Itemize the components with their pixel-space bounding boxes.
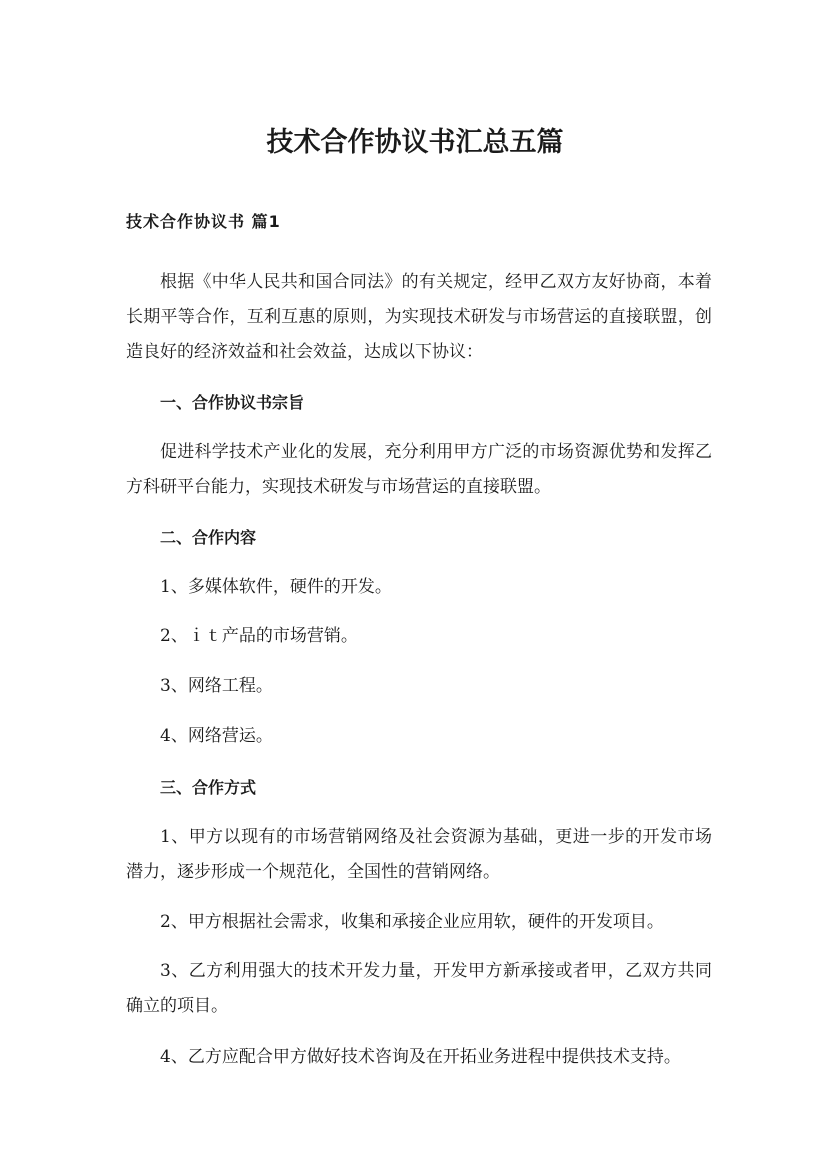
method-item: 1、甲方以现有的市场营销网络及社会资源为基础，更进一步的开发市场潜力，逐步形成一个规范化，全国性的营销网络。 — [126, 827, 712, 882]
method-heading: 三、合作方式 — [160, 778, 257, 797]
method-item: 4、乙方应配合甲方做好技术咨询及在开拓业务进程中提供技术支持。 — [160, 1047, 681, 1067]
purpose-heading: 一、合作协议书宗旨 — [160, 393, 305, 412]
intro-paragraph: 根据《中华人民共和国合同法》的有关规定，经甲乙双方友好协商，本着长期平等合作，互利互惠的原则，为实现技术研发与市场营运的直接联盟，创造良好的经济效益和社会效益，达成以下协议： — [126, 272, 712, 362]
section-title: 技术合作协议书 篇1 — [126, 212, 281, 231]
method-item: 3、乙方利用强大的技术开发力量，开发甲方新承接或者甲，乙双方共同确立的项目。 — [126, 961, 712, 1016]
method-item: 2、甲方根据社会需求，收集和承接企业应用软，硬件的开发项目。 — [160, 912, 664, 932]
content-item: 4、网络营运。 — [160, 726, 273, 746]
content-heading: 二、合作内容 — [160, 528, 257, 547]
content-item: 1、多媒体软件，硬件的开发。 — [160, 577, 392, 597]
document-title: 技术合作协议书汇总五篇 — [266, 127, 564, 158]
content-item: 3、网络工程。 — [160, 676, 273, 696]
purpose-paragraph: 促进科学技术产业化的发展，充分利用甲方广泛的市场资源优势和发挥乙方科研平台能力，实现技术研发与市场营运的直接联盟。 — [126, 442, 712, 497]
content-item: 2、ｉｔ产品的市场营销。 — [160, 626, 358, 646]
